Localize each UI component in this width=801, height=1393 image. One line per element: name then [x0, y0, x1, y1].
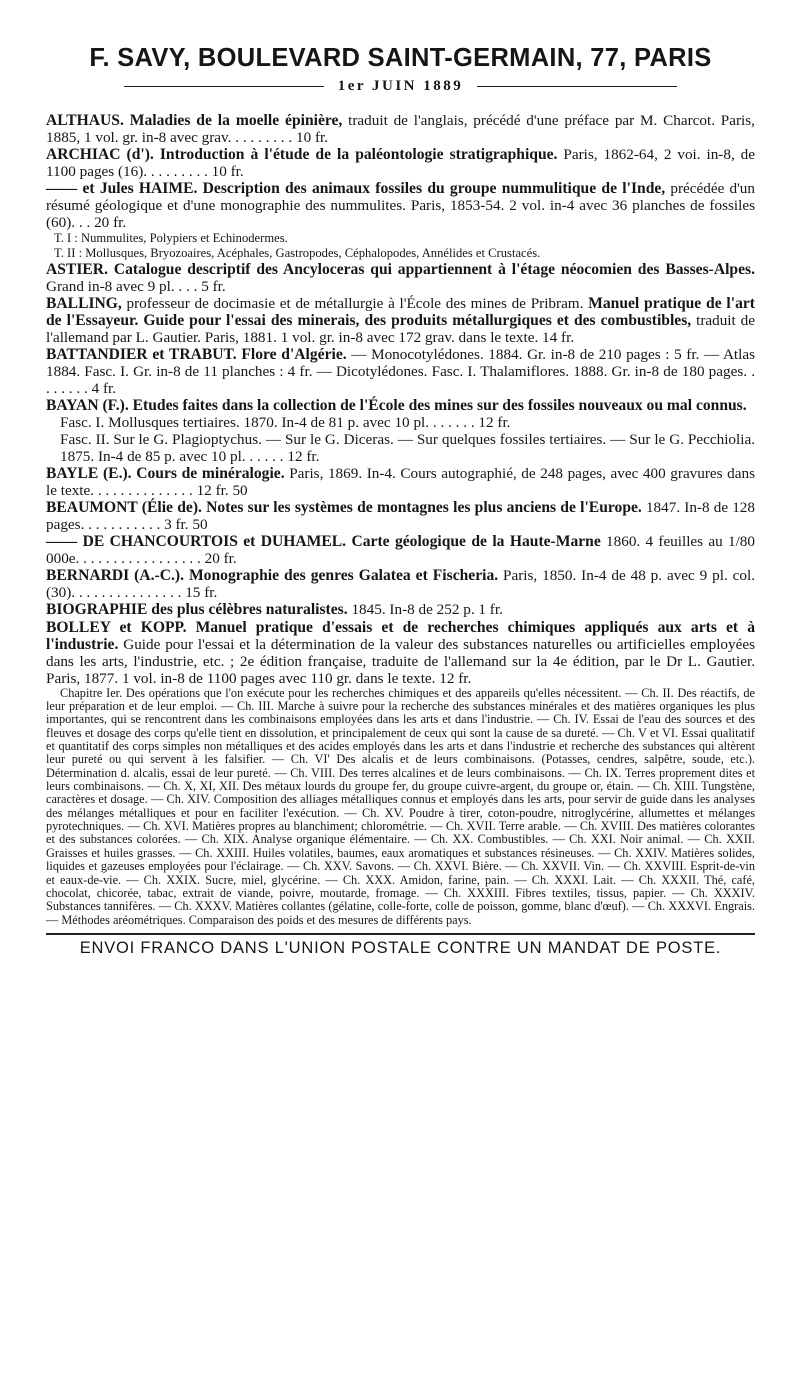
- catalogue-entry: ALTHAUS. Maladies de la moelle épinière, traduit de l'anglais, précédé d'une préface par M. Charcot. Paris, 1885, 1 vol. gr. in-8 avec grav. . . . . . . . . 10 fr.: [46, 112, 755, 147]
- catalogue-subentry: T. II : Mollusques, Bryozoaires, Acéphales, Gastropodes, Céphalopodes, Annélides et Crustacés.: [54, 245, 541, 260]
- catalogue-entry: BIOGRAPHIE des plus célèbres naturalistes. 1845. In-8 de 252 p. 1 fr.: [46, 601, 503, 619]
- catalogue-entry: BAYLE (E.). Cours de minéralogie. Paris, 1869. In-4. Cours autographié, de 248 pages, avec 400 gravures dans le texte. . . . . . . . . . . . . . 12 fr. 50: [46, 465, 755, 500]
- table-of-contents: Chapitre Ier. Des opérations que l'on exécute pour les recherches chimiques et des appareils qu'elles nécessitent. — Ch. II. Des réactifs, de leur préparation et de leur emploi. — Ch. III. Marche à suivre pour la recherche des substances minérales et des matières organiques les plus importantes, qui se rencontrent dans les combinaisons employées dans les arts et dans l'industrie. — Ch. IV. Essai de l'eau des sources et des fleuves et dosage des corps qu'elle tient en dissolution, et principalement de ceux qui sont la cause de sa dureté. — Ch. V et VI. Essai qualitatif et quantitatif des corps simples non métalliques et des acides employés dans les arts et dans l'industrie et recherche des substances qui altèrent leur pureté ou qui servent à les falsifier. — Ch. VI' Des alcalis et de leurs combinaisons. (Potasses, cendres, salpêtre, soude, etc.). Détermination d. alcalis, essai de leur pureté. — Ch. VIII. Des terres alcalines et de leurs combinaisons. — Ch. IX. Terres proprement dites et leurs combinaisons. — Ch. X, XI, XII. Des métaux lourds du groupe fer, du groupe cuivre-argent, du groupe or, étain. — Ch. XIII. Tungstène, caractères et dosage. — Ch. XIV. Composition des alliages métalliques connus et employés dans les arts, pour servir de guide dans les analyses des mélanges métalliques et pour en faciliter l'exécution. — Ch. XV. Poudre à tirer, coton-poudre, nitroglycérine, allumettes et mélanges pyrotechniques. — Ch. XVI. Matières propres au blanchiment; chlorométrie. — Ch. XVII. Terre arable. — Ch. XVIII. Des matières colorantes et des substances colorées. — Ch. XIX. Analyse organique élémentaire. — Ch. XX. Combustibles. — Ch. XXI. Noir animal. — Ch. XXII. Graisses et huiles grasses. — Ch. XXIII. Huiles volatiles, baumes, eaux aromatiques et substances résineuses. — Ch. XXIV. Matières solides, liquides et gazeuses employées pour l'éclairage. — Ch. XXV. Savons. — Ch. XXVI. Bière. — Ch. XXVII. Vin. — Ch. XXVIII. Esprit-de-vin et eaux-de-vie. — Ch. XXIX. Sucre, miel, glycérine. — Ch. XXX. Amidon, farine, pain. — Ch. XXXI. Lait. — Ch. XXXII. Thé, café, chocolat, chicorée, tabac, extrait de viande, poivre, moutarde, fromage. — Ch. XXXIII. Fibres textiles, tissus, papier. — Ch. XXXIV. Substances tannifères. — Ch. XXXV. Matières collantes (gélatine, colle-forte, colle de poisson, gomme, blanc d'œuf). — Ch. XXXVI. Engrais. — Méthodes aréométriques. Comparaison des poids et des mesures de différents pays.: [46, 685, 755, 927]
- publication-date: 1er JUIN 1889: [337, 78, 464, 94]
- catalogue-entry: ASTIER. Catalogue descriptif des Ancyloceras qui appartiennent à l'étage néocomien des Basses-Alpes. Grand in-8 avec 9 pl. . . . 5 fr.: [46, 260, 755, 295]
- catalogue-entry: BAYAN (F.). Etudes faites dans la collection de l'École des mines sur des fossiles nouveaux ou mal connus.: [46, 396, 747, 414]
- catalogue-entry: BALLING, professeur de docimasie et de métallurgie à l'École des mines de Pribram. Manuel pratique de l'art de l'Essayeur. Guide pour l'essai des minerais, des produits métallurgiques et des combustibles, traduit de l'allemand par L. Gautier. Paris, 1881. 1 vol. gr. in-8 avec 172 grav. dans le texte. 14 fr.: [46, 294, 755, 346]
- catalogue-entry: ARCHIAC (d'). Introduction à l'étude de la paléontologie stratigraphique. Paris, 1862-64, 2 voi. in-8, de 1100 pages (16). . . . . . . . . 10 fr.: [46, 146, 756, 181]
- catalogue-entry: BEAUMONT (Élie de). Notes sur les systèmes de montagnes les plus anciens de l'Europe. 1847. In-8 de 128 pages. . . . . . . . . . . 3 fr. 50: [46, 499, 755, 534]
- shipping-notice: ENVOI FRANCO DANS L'UNION POSTALE CONTRE UN MANDAT DE POSTE.: [79, 938, 722, 957]
- dateline-rule-right: [477, 86, 677, 87]
- catalogue-entry: —— et Jules HAIME. Description des animaux fossiles du groupe nummulitique de l'Inde, précédée d'un résumé géologique et d'une monographie des nummulites. Paris, 1853-54. 2 vol. in-4 avec 36 planches de fossiles (60). . . 20 fr.: [46, 180, 755, 232]
- catalogue-entries: [46, 112, 755, 687]
- catalogue-entry: BATTANDIER et TRABUT. Flore d'Algérie. — Monocotylédones. 1884. Gr. in-8 de 210 pages : 5 fr. — Atlas 1884. Fasc. I. Gr. in-8 de 11 planches : 4 fr. — Dicotylédones. Fasc. I. Thalamiflores. 1888. Gr. in-8 de 180 pages. . . . . . . . 4 fr.: [46, 345, 756, 397]
- catalogue-entry: BOLLEY et KOPP. Manuel pratique d'essais et de recherches chimiques appliqués aux arts et à l'industrie. Guide pour l'essai et la détermination de la valeur des substances naturelles ou artificielles employées dans les arts, l'industrie, etc. ; 2e édition française, traduite de l'allemand sur la 4e édition, par le Dr L. Gautier. Paris, 1877. 1 vol. in-8 de 1100 pages avec 110 gr. dans le texte. 12 fr.: [46, 618, 755, 687]
- catalogue-entry: —— DE CHANCOURTOIS et DUHAMEL. Carte géologique de la Haute-Marne 1860. 4 feuilles au 1/80 000e. . . . . . . . . . . . . . . . . 20 fr.: [46, 533, 755, 568]
- catalogue-subentry: Fasc. II. Sur le G. Plagioptychus. — Sur le G. Diceras. — Sur quelques fossiles tertiaires. — Sur le G. Pecchiolia. 1875. In-4 de 85 p. avec 10 pl. . . . . . 12 fr.: [60, 430, 755, 466]
- catalogue-subentry: Fasc. I. Mollusques tertiaires. 1870. In-4 de 81 p. avec 10 pl. . . . . . . 12 fr.: [60, 413, 511, 431]
- dateline-rule-left: [124, 86, 324, 87]
- catalogue-entry: BERNARDI (A.-C.). Monographie des genres Galatea et Fischeria. Paris, 1850. In-4 de 48 p. avec 9 pl. col. (30). . . . . . . . . . . . . . . 15 fr.: [46, 567, 755, 602]
- footer-rule: [46, 933, 755, 935]
- catalogue-subentry: T. I : Nummulites, Polypiers et Echinodermes.: [54, 231, 288, 246]
- publisher-header: F. SAVY, BOULEVARD SAINT-GERMAIN, 77, PARIS: [89, 44, 712, 72]
- dateline: [46, 78, 755, 95]
